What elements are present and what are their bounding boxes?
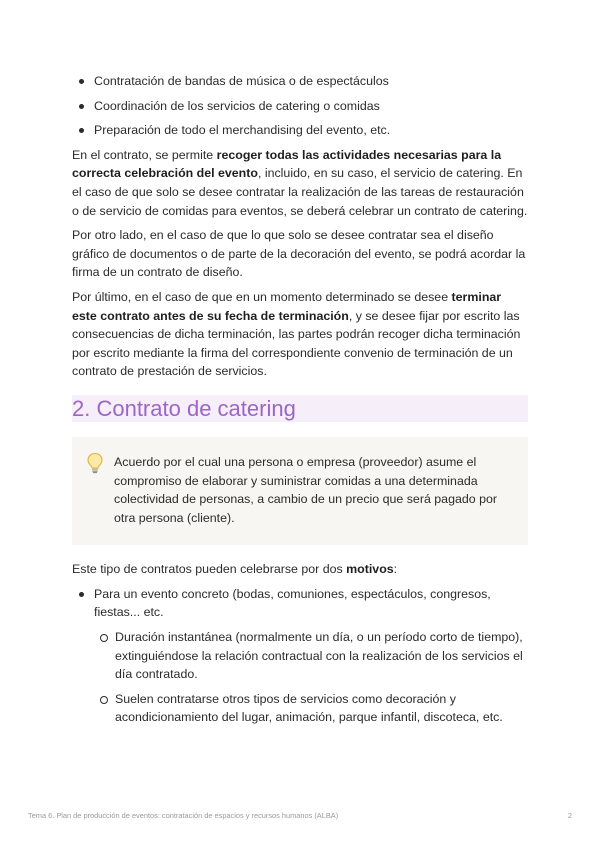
text-run: : (393, 562, 398, 577)
bullet-list-top (72, 72, 528, 140)
list-item-text: Para un evento concreto (bodas, comuniones, espectáculos, congresos, fiestas... etc. (94, 586, 491, 620)
text-run: Este tipo de contratos pueden celebrarse por dos (72, 562, 347, 577)
text-run: Por último, en el caso de que en un momento determinado se desee (72, 289, 452, 304)
bold-text: recoger todas las actividades necesarias para la correcta celebración del evento (72, 147, 502, 181)
list-item: Contratación de bandas de música o de espectáculos (72, 72, 528, 91)
paragraph-contrato-actividades (72, 146, 528, 220)
sub-list-item: Suelen contratarse otros tipos de servicios como decoración y acondicionamiento del lugar, animación, parque infantil, discoteca, etc. (94, 690, 528, 727)
paragraph-motivos (72, 560, 528, 579)
definition-callout (72, 437, 528, 545)
bold-text: terminar este contrato antes de su fecha de terminación (72, 289, 502, 323)
text-run: En el contrato, se permite (72, 147, 217, 162)
sub-list-item: Duración instantánea (normalmente un día, o un período corto de tiempo), extinguiéndose la relación contractual con la realización de los servicios el día contratado. (94, 628, 528, 684)
paragraph-terminacion (72, 288, 528, 381)
sub-list (94, 628, 528, 727)
lightbulb-icon (86, 452, 104, 474)
text-run: , incluido, en su caso, el servicio de catering. En el caso de que solo se desee contratar la realización de las tareas de restauración o de servicio de comidas para eventos, se deberá celebrar un contrato de catering. (72, 166, 528, 218)
page-content (72, 72, 528, 733)
footer-title: Tema 6. Plan de producción de eventos: contratación de espacios y recursos humanos (ALBA) (28, 811, 339, 820)
section-heading (72, 395, 528, 422)
bullet-list-bottom (72, 585, 528, 727)
paragraph-contrato-diseno: Por otro lado, en el caso de que lo que solo se desee contratar sea el diseño gráfico de documentos o de parte de la decoración del evento, se podrá acordar la firma de un contrato de diseño. (72, 228, 526, 280)
list-item (72, 585, 528, 727)
list-item: Coordinación de los servicios de catering o comidas (72, 97, 528, 116)
page-footer (28, 811, 572, 820)
bold-text: motivos (346, 562, 394, 577)
callout-text: Acuerdo por el cual una persona o empresa (proveedor) asume el compromiso de elaborar y suministrar comidas a una determinada colectividad de personas, a cambio de un precio que será pagado por otra persona (cliente). (114, 454, 497, 525)
list-item: Preparación de todo el merchandising del evento, etc. (72, 121, 528, 140)
text-run: , y se desee fijar por escrito las consecuencias de dicha terminación, las partes podrán recoger dicha terminación por escrito mediante la firma del correspondiente convenio de terminación de un contrato de prestación de servicios. (72, 308, 521, 379)
page-number: 2 (567, 811, 572, 820)
section-heading-text: 2. Contrato de catering (72, 395, 296, 421)
